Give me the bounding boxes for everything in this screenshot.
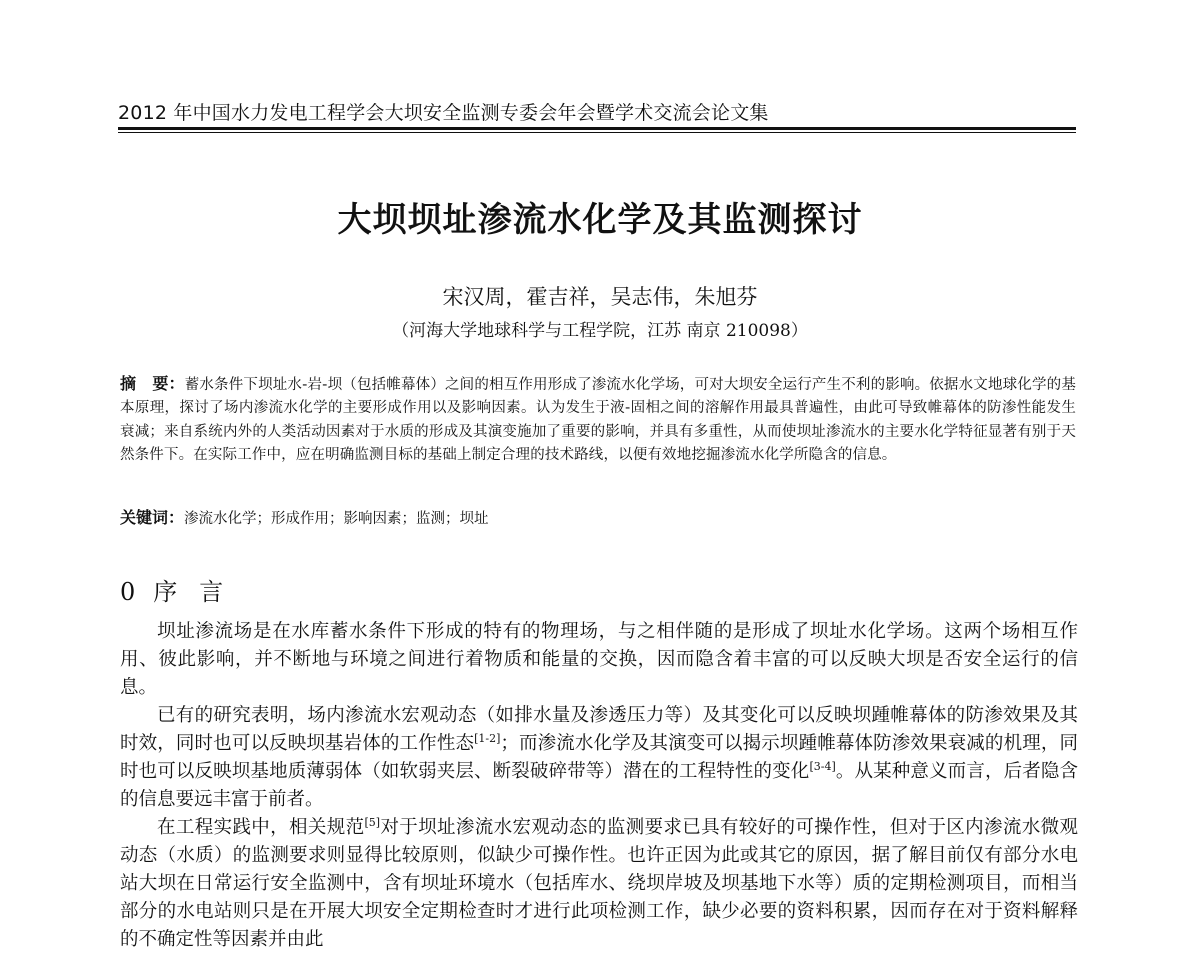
- paragraph-2-part-c: 。从某种意义而言，后者隐含的信息要远丰富于前者。: [120, 761, 1078, 810]
- keywords: [120, 505, 1076, 528]
- abstract-label: 摘 要：: [120, 374, 185, 393]
- keywords-label: 关键词：: [120, 508, 185, 527]
- paper-affiliation: （河海大学地球科学与工程学院，江苏 南京 210098）: [392, 321, 808, 341]
- section-number: 0: [120, 578, 136, 606]
- paragraph-3-part-b: 对于坝址渗流水宏观动态的监测要求已具有较好的可操作性，但对于区内渗流水微观动态（水质）的监测要求则显得比较原则，似缺少可操作性。也许正因为此或其它的原因，据了解目前仅有部分水电站大坝在日常运行安全监测中，含有坝址环境水（包括库水、绕坝岸坡及坝基地下水等）质的定期检测项目，而相当部分的水电站则只是在开展大坝安全定期检查时才进行此项检测工作，缺少必要的资料积累，因而存在对于资料解释的不确定性等因素并由此: [120, 817, 1078, 950]
- paper-authors: 宋汉周，霍吉祥，吴志伟，朱旭芬: [442, 285, 758, 309]
- running-head: 2012 年中国水力发电工程学会大坝安全监测专委会年会暨学术交流会论文集: [118, 102, 769, 124]
- citation-3-4: [3-4]: [809, 759, 836, 773]
- header-rule-thin: [118, 132, 1076, 133]
- paragraph-3-part-a: 在工程实践中，相关规范: [157, 817, 365, 838]
- paragraph-2-part-a: 已有的研究表明，场内渗流水宏观动态（如排水量及渗透压力等）及其变化可以反映坝踵帷幕体的防渗效果及其时效，同时也可以反映坝基岩体的工作性态: [120, 705, 1078, 754]
- section-title: 序言: [153, 578, 246, 606]
- paragraph-2-part-b: ；而渗流水化学及其演变可以揭示坝踵帷幕体防渗效果衰减的机理，同时也可以反映坝基地质薄弱体（如软弱夹层、断裂破碎带等）潜在的工程特性的变化: [120, 733, 1078, 782]
- citation-5: [5]: [364, 815, 381, 829]
- paragraph-2: [120, 702, 1078, 814]
- abstract-text: 蓄水条件下坝址水-岩-坝（包括帷幕体）之间的相互作用形成了渗流水化学场，可对大坝安全运行产生不利的影响。依据水文地球化学的基本原理，探讨了场内渗流水化学的主要形成作用以及影响因素。认为发生于液-固相之间的溶解作用最具普遍性，由此可导致帷幕体的防渗性能发生衰减；来自系统内外的人类活动因素对于水质的形成及其演变施加了重要的影响，并具有多重性，从而使坝址渗流水的主要水化学特征显著有别于天然条件下。在实际工作中，应在明确监测目标的基础上制定合理的技术路线，以便有效地挖掘渗流水化学所隐含的信息。: [120, 377, 1076, 463]
- keywords-text: 渗流水化学；形成作用；影响因素；监测；坝址: [184, 511, 489, 527]
- body-text: [120, 618, 1078, 955]
- paper-title: 大坝坝址渗流水化学及其监测探讨: [337, 200, 863, 240]
- abstract: [120, 372, 1076, 467]
- section-heading: [120, 572, 245, 607]
- paragraph-1: 坝址渗流场是在水库蓄水条件下形成的特有的物理场，与之相伴随的是形成了坝址水化学场。这两个场相互作用、彼此影响，并不断地与环境之间进行着物质和能量的交换，因而隐含着丰富的可以反映大坝是否安全运行的信息。: [120, 621, 1078, 698]
- citation-1-2: [1-2]: [474, 731, 501, 745]
- paragraph-3: [120, 814, 1078, 954]
- header-rule-thick: [118, 127, 1076, 130]
